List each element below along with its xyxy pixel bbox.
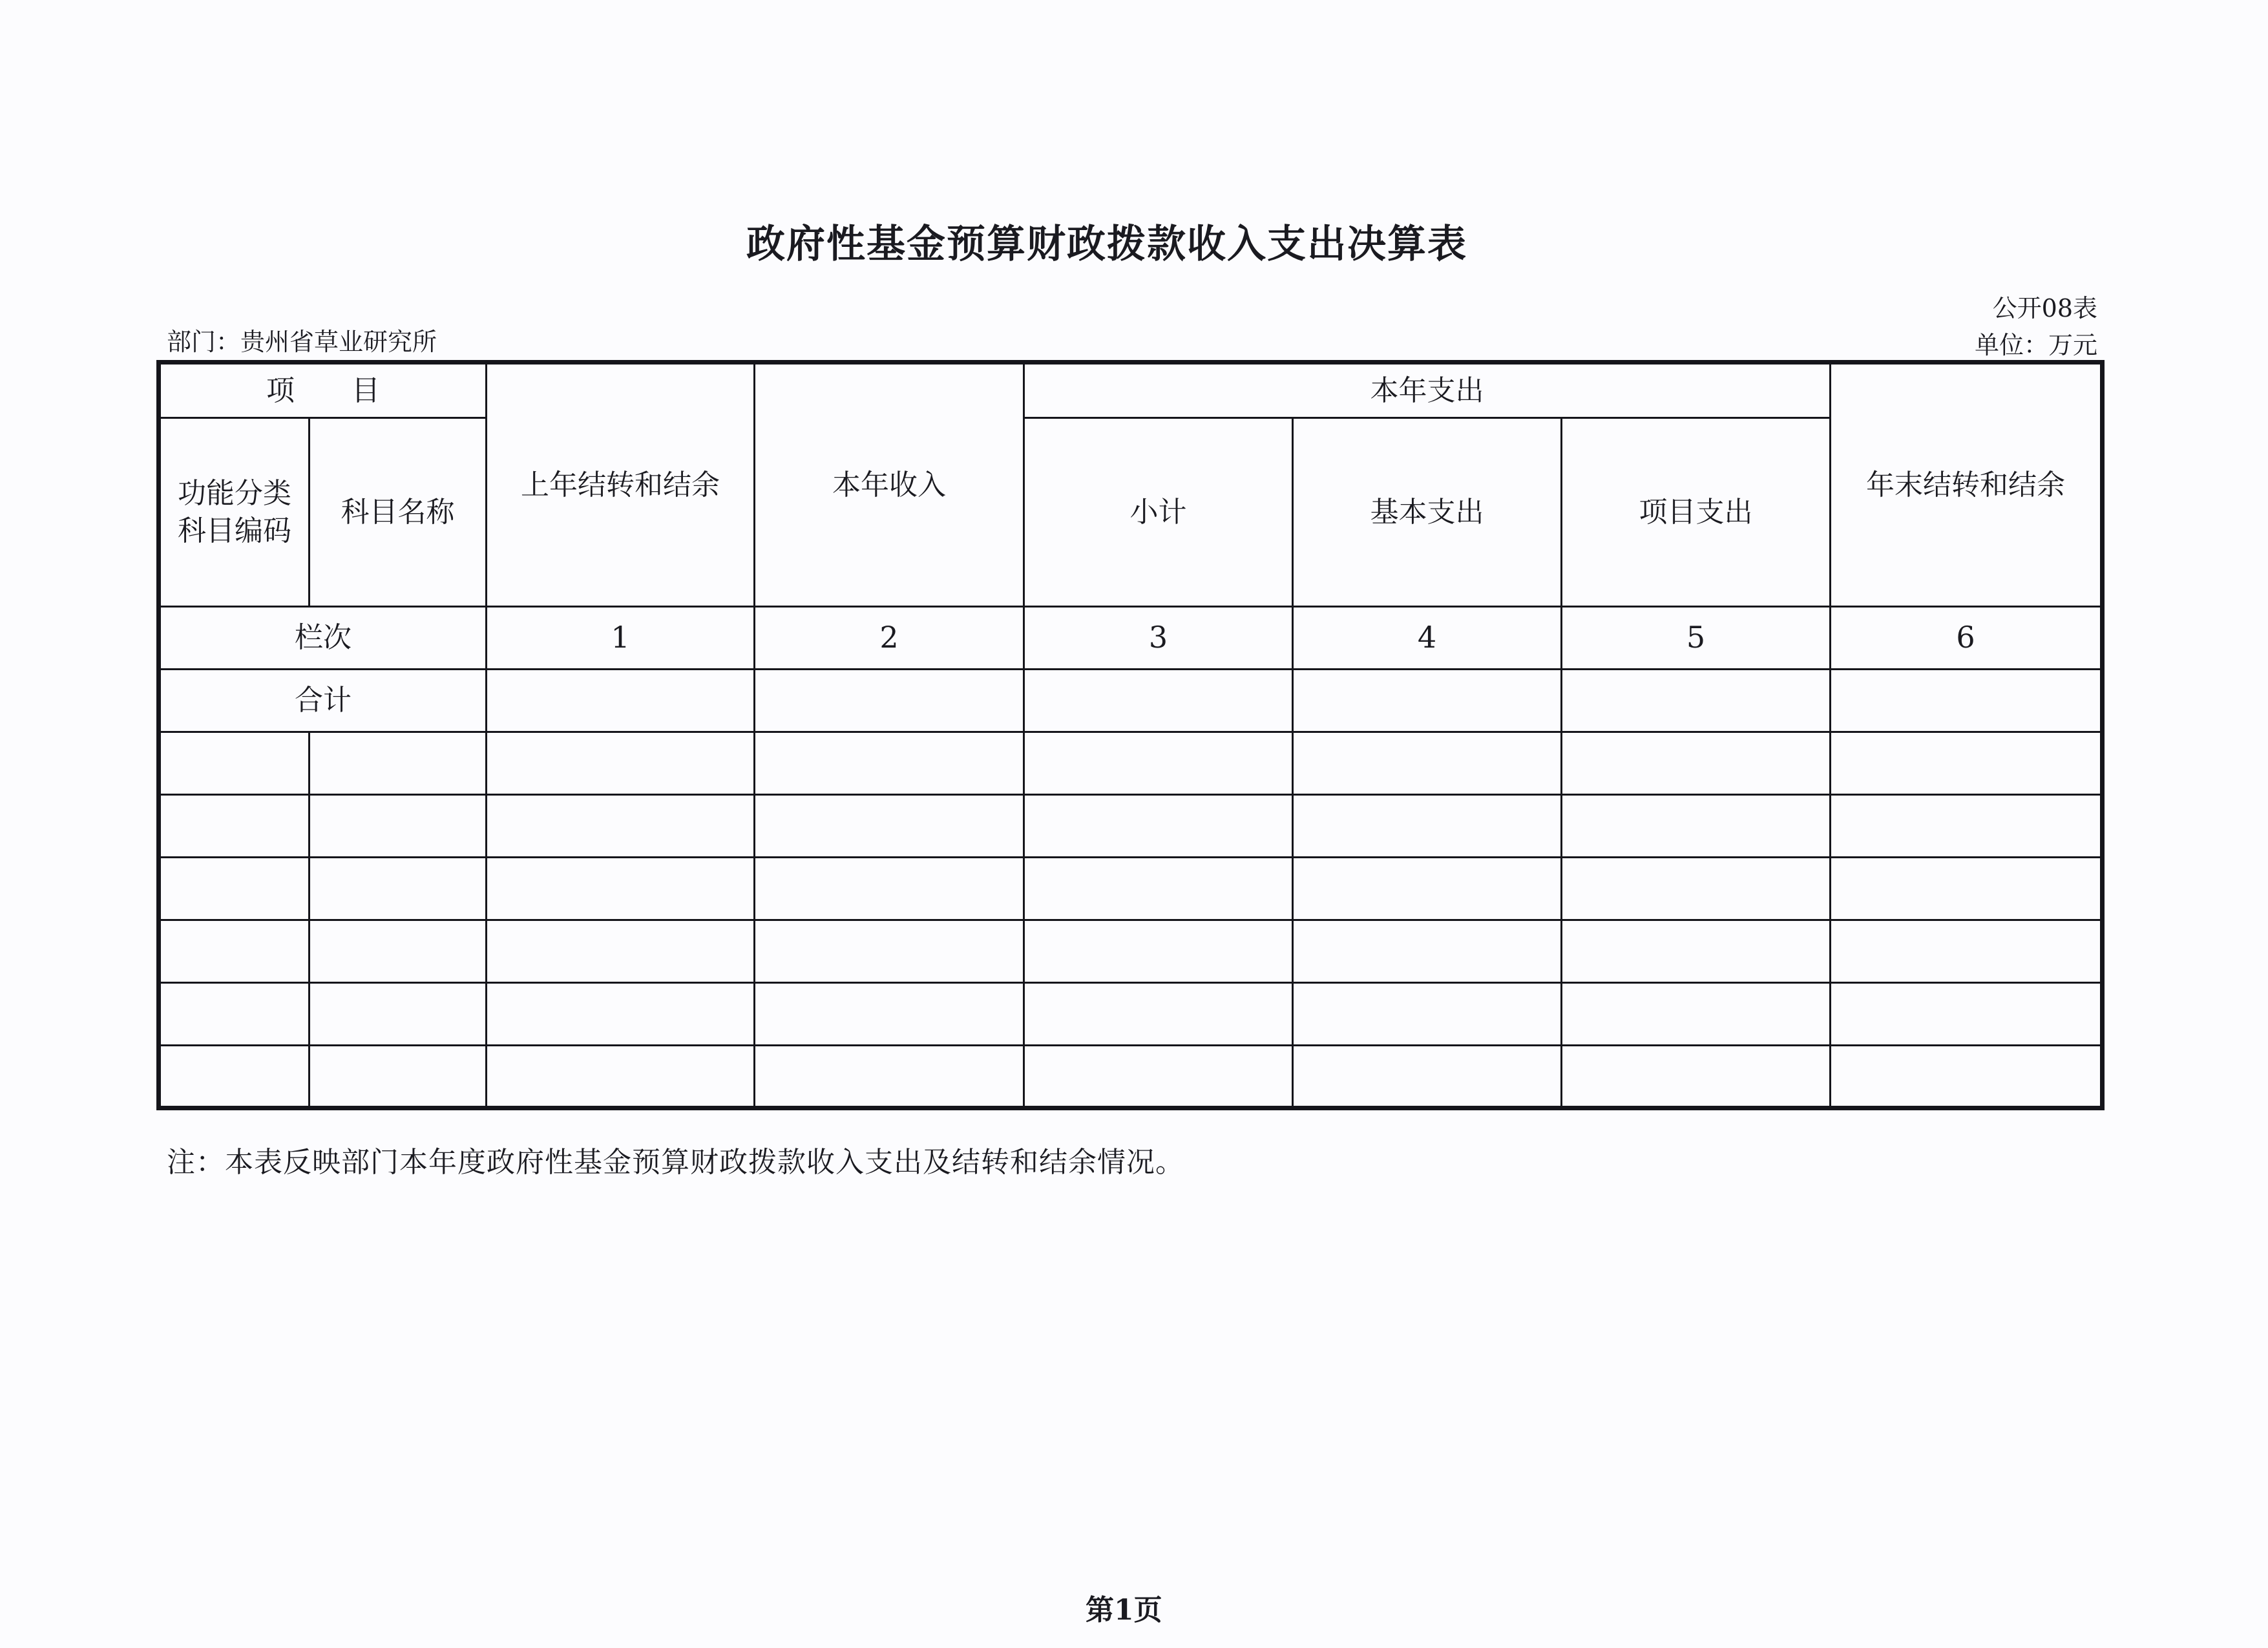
table-cell: [487, 795, 755, 858]
table-cell: [755, 858, 1024, 920]
total-cell: [1562, 670, 1831, 732]
table-cell: [1562, 795, 1831, 858]
table-cell: [755, 920, 1024, 983]
table-cell: [310, 858, 487, 920]
table-cell: [487, 983, 755, 1046]
table-cell: [159, 732, 310, 795]
table-cell: [1293, 920, 1562, 983]
table-cell: [1831, 1046, 2103, 1108]
table-cell: [487, 732, 755, 795]
department-line: [167, 322, 437, 357]
table-note: 注：本表反映部门本年度政府性基金预算财政拨款收入支出及结转和结余情况。: [167, 1146, 1184, 1179]
table-cell: [487, 858, 755, 920]
column-number-cell: 1: [487, 607, 755, 670]
table-cell: [487, 1046, 755, 1108]
table-cell: [310, 732, 487, 795]
table-cell: [310, 983, 487, 1046]
header-expense-group: 本年支出: [1024, 363, 1831, 418]
table-row: [159, 795, 2103, 858]
table-cell: [310, 1046, 487, 1108]
table-cell: [1831, 920, 2103, 983]
table-row: [159, 983, 2103, 1046]
table-cell: [1562, 983, 1831, 1046]
header-subject-name: 科目名称: [310, 418, 487, 607]
table-cell: [1831, 795, 2103, 858]
column-number-cell: 4: [1293, 607, 1562, 670]
unit-line: [1975, 325, 2097, 361]
table-cell: [1831, 983, 2103, 1046]
header-item: 项 目: [159, 363, 487, 418]
table-cell: [1562, 1046, 1831, 1108]
page-number: 第1页: [1086, 1594, 1162, 1627]
table-cell: [1293, 858, 1562, 920]
table-cell: [1562, 732, 1831, 795]
unit-value: 万元: [2048, 331, 2097, 359]
column-number-cell: 2: [755, 607, 1024, 670]
table-cell: [1562, 920, 1831, 983]
table-row: [159, 732, 2103, 795]
table-cell: [1024, 920, 1293, 983]
header-prev-balance: 上年结转和结余: [487, 363, 755, 607]
header-basic-expense: 基本支出: [1293, 418, 1562, 607]
table-row: [159, 920, 2103, 983]
table-cell: [755, 795, 1024, 858]
total-cell: [487, 670, 755, 732]
column-number-cell: 5: [1562, 607, 1831, 670]
total-cell: [755, 670, 1024, 732]
column-number-cell: 6: [1831, 607, 2103, 670]
table-cell: [1024, 1046, 1293, 1108]
table-cell: [1562, 858, 1831, 920]
table-cell: [755, 732, 1024, 795]
total-cell: [1024, 670, 1293, 732]
department-name: 贵州省草业研究所: [240, 328, 437, 356]
table-cell: [310, 795, 487, 858]
table-cell: [1293, 983, 1562, 1046]
table-cell: [1831, 858, 2103, 920]
table-cell: [1293, 1046, 1562, 1108]
table-cell: [1831, 732, 2103, 795]
header-income: 本年收入: [755, 363, 1024, 607]
table-cell: [159, 858, 310, 920]
budget-table: [156, 360, 2105, 1110]
header-func-code: 功能分类科目编码: [159, 418, 310, 607]
table-cell: [1293, 795, 1562, 858]
total-cell: [1293, 670, 1562, 732]
total-cell: [1831, 670, 2103, 732]
header-subtotal: 小计: [1024, 418, 1293, 607]
form-number: 公开08表: [1992, 294, 2097, 322]
table-cell: [755, 983, 1024, 1046]
document-title: 政府性基金预算财政拨款收入支出决算表: [746, 222, 1467, 267]
header-end-balance: 年末结转和结余: [1831, 363, 2103, 607]
column-number-row: [159, 607, 2103, 670]
column-number-label: 栏次: [159, 607, 487, 670]
table-row: [159, 858, 2103, 920]
header-project-expense: 项目支出: [1562, 418, 1831, 607]
column-number-cell: 3: [1024, 607, 1293, 670]
table-cell: [1024, 795, 1293, 858]
total-row: [159, 670, 2103, 732]
table-cell: [1024, 732, 1293, 795]
table-cell: [1024, 983, 1293, 1046]
total-label: 合计: [159, 670, 487, 732]
unit-label: 单位：: [1974, 331, 2048, 359]
table-cell: [159, 1046, 310, 1108]
table-row: [159, 1046, 2103, 1108]
table-cell: [755, 1046, 1024, 1108]
table-cell: [310, 920, 487, 983]
table-cell: [1024, 858, 1293, 920]
table-cell: [159, 920, 310, 983]
department-label: 部门：: [167, 328, 241, 356]
table-cell: [487, 920, 755, 983]
table-cell: [1293, 732, 1562, 795]
table-cell: [159, 795, 310, 858]
table-cell: [159, 983, 310, 1046]
